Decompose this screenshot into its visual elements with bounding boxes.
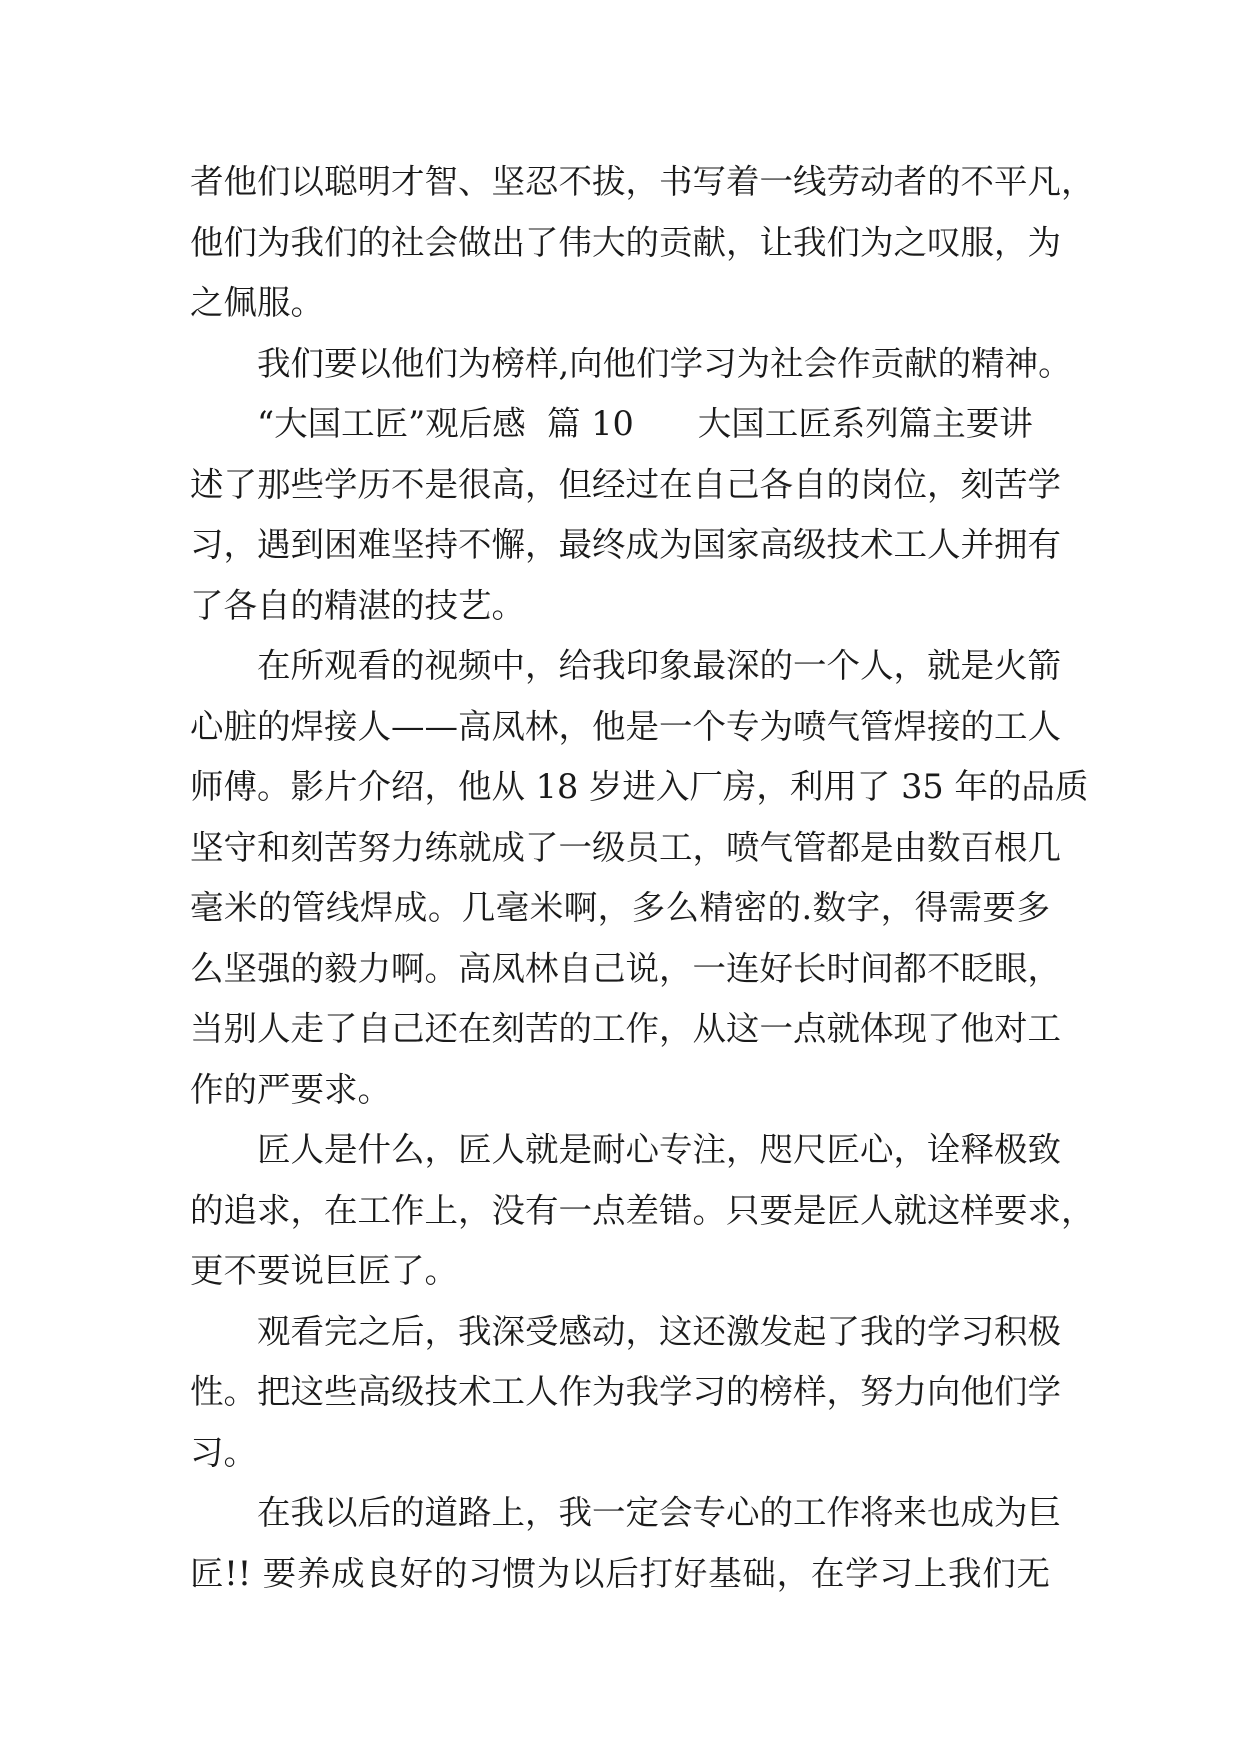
text-line: 在我以后的道路上，我一定会专心的工作将来也成为巨 xyxy=(257,1493,1061,1532)
text-line: 之佩服。 xyxy=(190,283,324,322)
text-line: 他们为我们的社会做出了伟大的贡献，让我们为之叹服，为 xyxy=(190,222,1061,262)
text-line: 匠人是什么，匠人就是耐心专注，咫尺匠心，诠释极致 xyxy=(257,1130,1061,1169)
text-line: 述了那些学历不是很高，但经过在自己各自的岗位，刻苦学 xyxy=(190,464,1061,504)
text-line: 我们要以他们为榜样,向他们学习为社会作贡献的精神。 xyxy=(257,343,1072,383)
text-line: 更不要说巨匠了。 xyxy=(190,1251,458,1290)
text-line: 么坚强的毅力啊。高凤林自己说，一连好长时间都不眨眼， xyxy=(190,948,1061,988)
text-line: 习。 xyxy=(190,1432,257,1472)
text-line: 观看完之后，我深受感动，这还激发起了我的学习积极 xyxy=(257,1311,1061,1351)
text-line: 了各自的精湛的技艺。 xyxy=(190,585,525,625)
text-line: 性。把这些高级技术工人作为我学习的榜样，努力向他们学 xyxy=(190,1372,1061,1411)
text-line: 当别人走了自己还在刻苦的工作，从这一点就体现了他对工 xyxy=(190,1009,1061,1048)
text-line: 在所观看的视频中，给我印象最深的一个人，就是火箭 xyxy=(257,646,1061,685)
text-line: 作的严要求。 xyxy=(190,1069,391,1109)
text-line: 的追求，在工作上，没有一点差错。只要是匠人就这样要求， xyxy=(190,1190,1095,1230)
text-line: 心脏的焊接人——高凤林，他是一个专为喷气管焊接的工人 xyxy=(190,706,1061,746)
text-line: 匠!! 要养成良好的习惯为以后打好基础，在学习上我们无 xyxy=(190,1553,1050,1593)
text-line: 毫米的管线焊成。几毫米啊，多么精密的.数字，得需要多 xyxy=(190,888,1050,927)
text-line: 师傅。影片介绍，他从 18 岁进入厂房，利用了 35 年的品质 xyxy=(190,767,1089,806)
section-heading-line: “大国工匠”观后感 篇 10 大国工匠系列篇主要讲 xyxy=(257,404,1033,443)
text-line: 习，遇到困难坚持不懈，最终成为国家高级技术工人并拥有 xyxy=(190,525,1061,564)
text-line: 者他们以聪明才智、坚忍不拔，书写着一线劳动者的不平凡， xyxy=(190,162,1095,201)
body-text xyxy=(190,152,1095,1604)
text-line: 坚守和刻苦努力练就成了一级员工，喷气管都是由数百根几 xyxy=(190,827,1061,867)
